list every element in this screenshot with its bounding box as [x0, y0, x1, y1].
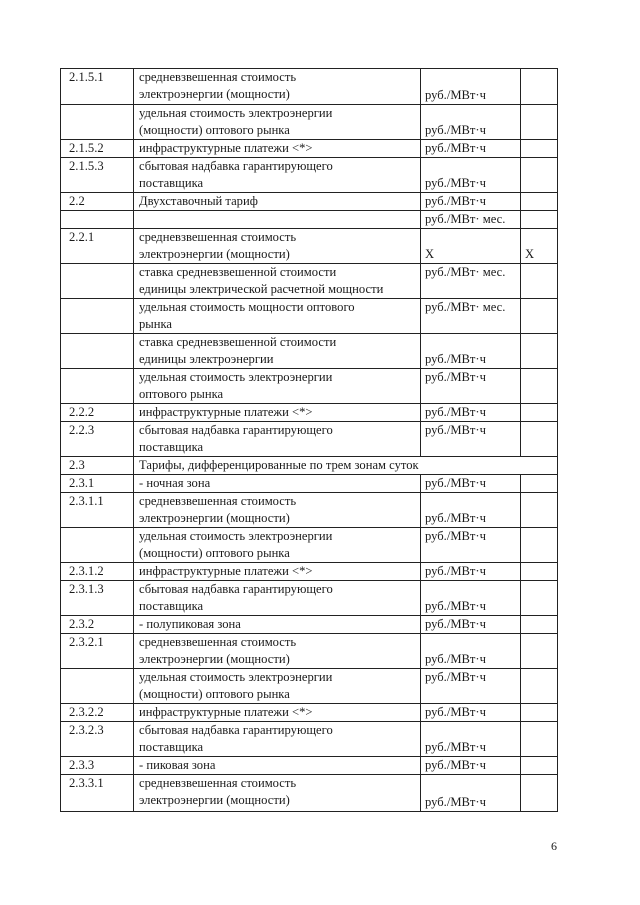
row-extra — [521, 264, 558, 299]
row-number — [61, 528, 134, 563]
row-extra — [521, 475, 558, 493]
row-number: 2.3 — [61, 457, 134, 475]
table-row — [61, 299, 558, 334]
row-number: 2.2 — [61, 193, 134, 211]
table-row — [61, 616, 558, 634]
row-description: Двухставочный тариф — [134, 193, 421, 211]
table-row — [61, 369, 558, 404]
row-description: сбытовая надбавка гарантирующего поставщика — [134, 422, 421, 457]
row-description: удельная стоимость электроэнергии оптового рынка — [134, 369, 421, 404]
row-unit: руб./МВт·ч — [421, 563, 521, 581]
row-extra — [521, 722, 558, 757]
row-number — [61, 211, 134, 229]
row-description: - пиковая зона — [134, 757, 421, 775]
table-row — [61, 422, 558, 457]
table-row — [61, 229, 558, 264]
row-number: 2.1.5.3 — [61, 158, 134, 193]
row-unit: руб./МВт·ч — [421, 528, 521, 563]
row-description: инфраструктурные платежи <*> — [134, 704, 421, 722]
row-unit: руб./МВт·ч — [421, 140, 521, 158]
row-number: 2.1.5.2 — [61, 140, 134, 158]
table-row — [61, 563, 558, 581]
tariff-table-body — [61, 69, 558, 812]
row-unit: руб./МВт·ч — [421, 775, 521, 812]
row-number — [61, 334, 134, 369]
table-row — [61, 105, 558, 140]
row-number — [61, 105, 134, 140]
table-row — [61, 775, 558, 812]
table-row — [61, 158, 558, 193]
row-description: - ночная зона — [134, 475, 421, 493]
row-unit: руб./МВт·ч — [421, 757, 521, 775]
row-description: удельная стоимость электроэнергии (мощности) оптового рынка — [134, 105, 421, 140]
row-extra — [521, 140, 558, 158]
row-extra — [521, 369, 558, 404]
table-row — [61, 704, 558, 722]
table-row — [61, 211, 558, 229]
row-unit: руб./МВт·ч — [421, 616, 521, 634]
row-number: 2.3.3.1 — [61, 775, 134, 812]
row-description: удельная стоимость мощности оптового рынка — [134, 299, 421, 334]
row-extra — [521, 193, 558, 211]
row-number: 2.3.2.3 — [61, 722, 134, 757]
row-description: - полупиковая зона — [134, 616, 421, 634]
row-number: 2.3.1.2 — [61, 563, 134, 581]
row-extra — [521, 669, 558, 704]
row-unit: руб./МВт·ч — [421, 493, 521, 528]
row-number: 2.3.3 — [61, 757, 134, 775]
row-number: 2.3.2.2 — [61, 704, 134, 722]
row-extra — [521, 211, 558, 229]
table-row — [61, 581, 558, 616]
row-description: ставка средневзвешенной стоимости единицы электрической расчетной мощности — [134, 264, 421, 299]
row-description: сбытовая надбавка гарантирующего поставщика — [134, 158, 421, 193]
table-row — [61, 757, 558, 775]
row-number: 2.1.5.1 — [61, 69, 134, 105]
row-unit: руб./МВт·ч — [421, 334, 521, 369]
row-unit: руб./МВт·ч — [421, 404, 521, 422]
row-number — [61, 264, 134, 299]
table-row — [61, 457, 558, 475]
table-row — [61, 475, 558, 493]
row-description — [134, 211, 421, 229]
row-number: 2.3.1 — [61, 475, 134, 493]
row-extra — [521, 69, 558, 105]
row-extra — [521, 404, 558, 422]
tariff-table — [60, 68, 558, 812]
row-unit: руб./МВт·ч — [421, 69, 521, 105]
row-extra — [521, 616, 558, 634]
table-row — [61, 264, 558, 299]
row-description: средневзвешенная стоимость электроэнергии (мощности) — [134, 69, 421, 105]
row-description: средневзвешенная стоимость электроэнергии (мощности) — [134, 775, 421, 812]
page-number: 6 — [551, 839, 557, 853]
row-number — [61, 369, 134, 404]
row-description: ставка средневзвешенной стоимости единицы электроэнергии — [134, 334, 421, 369]
row-description: инфраструктурные платежи <*> — [134, 563, 421, 581]
row-description: Тарифы, дифференцированные по трем зонам суток — [134, 457, 558, 475]
table-row — [61, 528, 558, 563]
row-description: сбытовая надбавка гарантирующего поставщика — [134, 722, 421, 757]
row-unit: руб./МВт· мес. — [421, 299, 521, 334]
row-unit: руб./МВт· мес. — [421, 264, 521, 299]
row-extra — [521, 334, 558, 369]
row-extra — [521, 757, 558, 775]
row-unit: руб./МВт·ч — [421, 704, 521, 722]
row-unit: руб./МВт·ч — [421, 158, 521, 193]
row-description: удельная стоимость электроэнергии (мощности) оптового рынка — [134, 669, 421, 704]
row-unit: руб./МВт· мес. — [421, 211, 521, 229]
row-extra — [521, 634, 558, 669]
row-unit: руб./МВт·ч — [421, 634, 521, 669]
row-extra — [521, 422, 558, 457]
row-number: 2.3.2.1 — [61, 634, 134, 669]
row-unit: руб./МВт·ч — [421, 193, 521, 211]
row-description: средневзвешенная стоимость электроэнергии (мощности) — [134, 634, 421, 669]
row-description: инфраструктурные платежи <*> — [134, 404, 421, 422]
row-unit: X — [421, 229, 521, 264]
row-unit: руб./МВт·ч — [421, 669, 521, 704]
row-extra — [521, 563, 558, 581]
table-row — [61, 404, 558, 422]
row-extra — [521, 775, 558, 812]
row-unit: руб./МВт·ч — [421, 369, 521, 404]
row-description: удельная стоимость электроэнергии (мощности) оптового рынка — [134, 528, 421, 563]
row-description: инфраструктурные платежи <*> — [134, 140, 421, 158]
table-row — [61, 193, 558, 211]
row-extra — [521, 299, 558, 334]
table-row — [61, 334, 558, 369]
row-number — [61, 669, 134, 704]
row-extra — [521, 528, 558, 563]
row-unit: руб./МВт·ч — [421, 581, 521, 616]
row-description: средневзвешенная стоимость электроэнергии (мощности) — [134, 229, 421, 264]
row-description: средневзвешенная стоимость электроэнергии (мощности) — [134, 493, 421, 528]
row-number: 2.2.3 — [61, 422, 134, 457]
row-extra: X — [521, 229, 558, 264]
row-extra — [521, 581, 558, 616]
row-number: 2.3.1.1 — [61, 493, 134, 528]
row-number: 2.2.1 — [61, 229, 134, 264]
row-extra — [521, 493, 558, 528]
table-row — [61, 669, 558, 704]
row-number: 2.3.1.3 — [61, 581, 134, 616]
row-number: 2.2.2 — [61, 404, 134, 422]
row-number: 2.3.2 — [61, 616, 134, 634]
table-row — [61, 69, 558, 105]
row-unit: руб./МВт·ч — [421, 105, 521, 140]
row-unit: руб./МВт·ч — [421, 475, 521, 493]
row-extra — [521, 158, 558, 193]
table-row — [61, 722, 558, 757]
table-row — [61, 493, 558, 528]
row-unit: руб./МВт·ч — [421, 422, 521, 457]
table-row — [61, 634, 558, 669]
row-description: сбытовая надбавка гарантирующего поставщика — [134, 581, 421, 616]
row-unit: руб./МВт·ч — [421, 722, 521, 757]
row-number — [61, 299, 134, 334]
row-extra — [521, 704, 558, 722]
row-extra — [521, 105, 558, 140]
table-row — [61, 140, 558, 158]
